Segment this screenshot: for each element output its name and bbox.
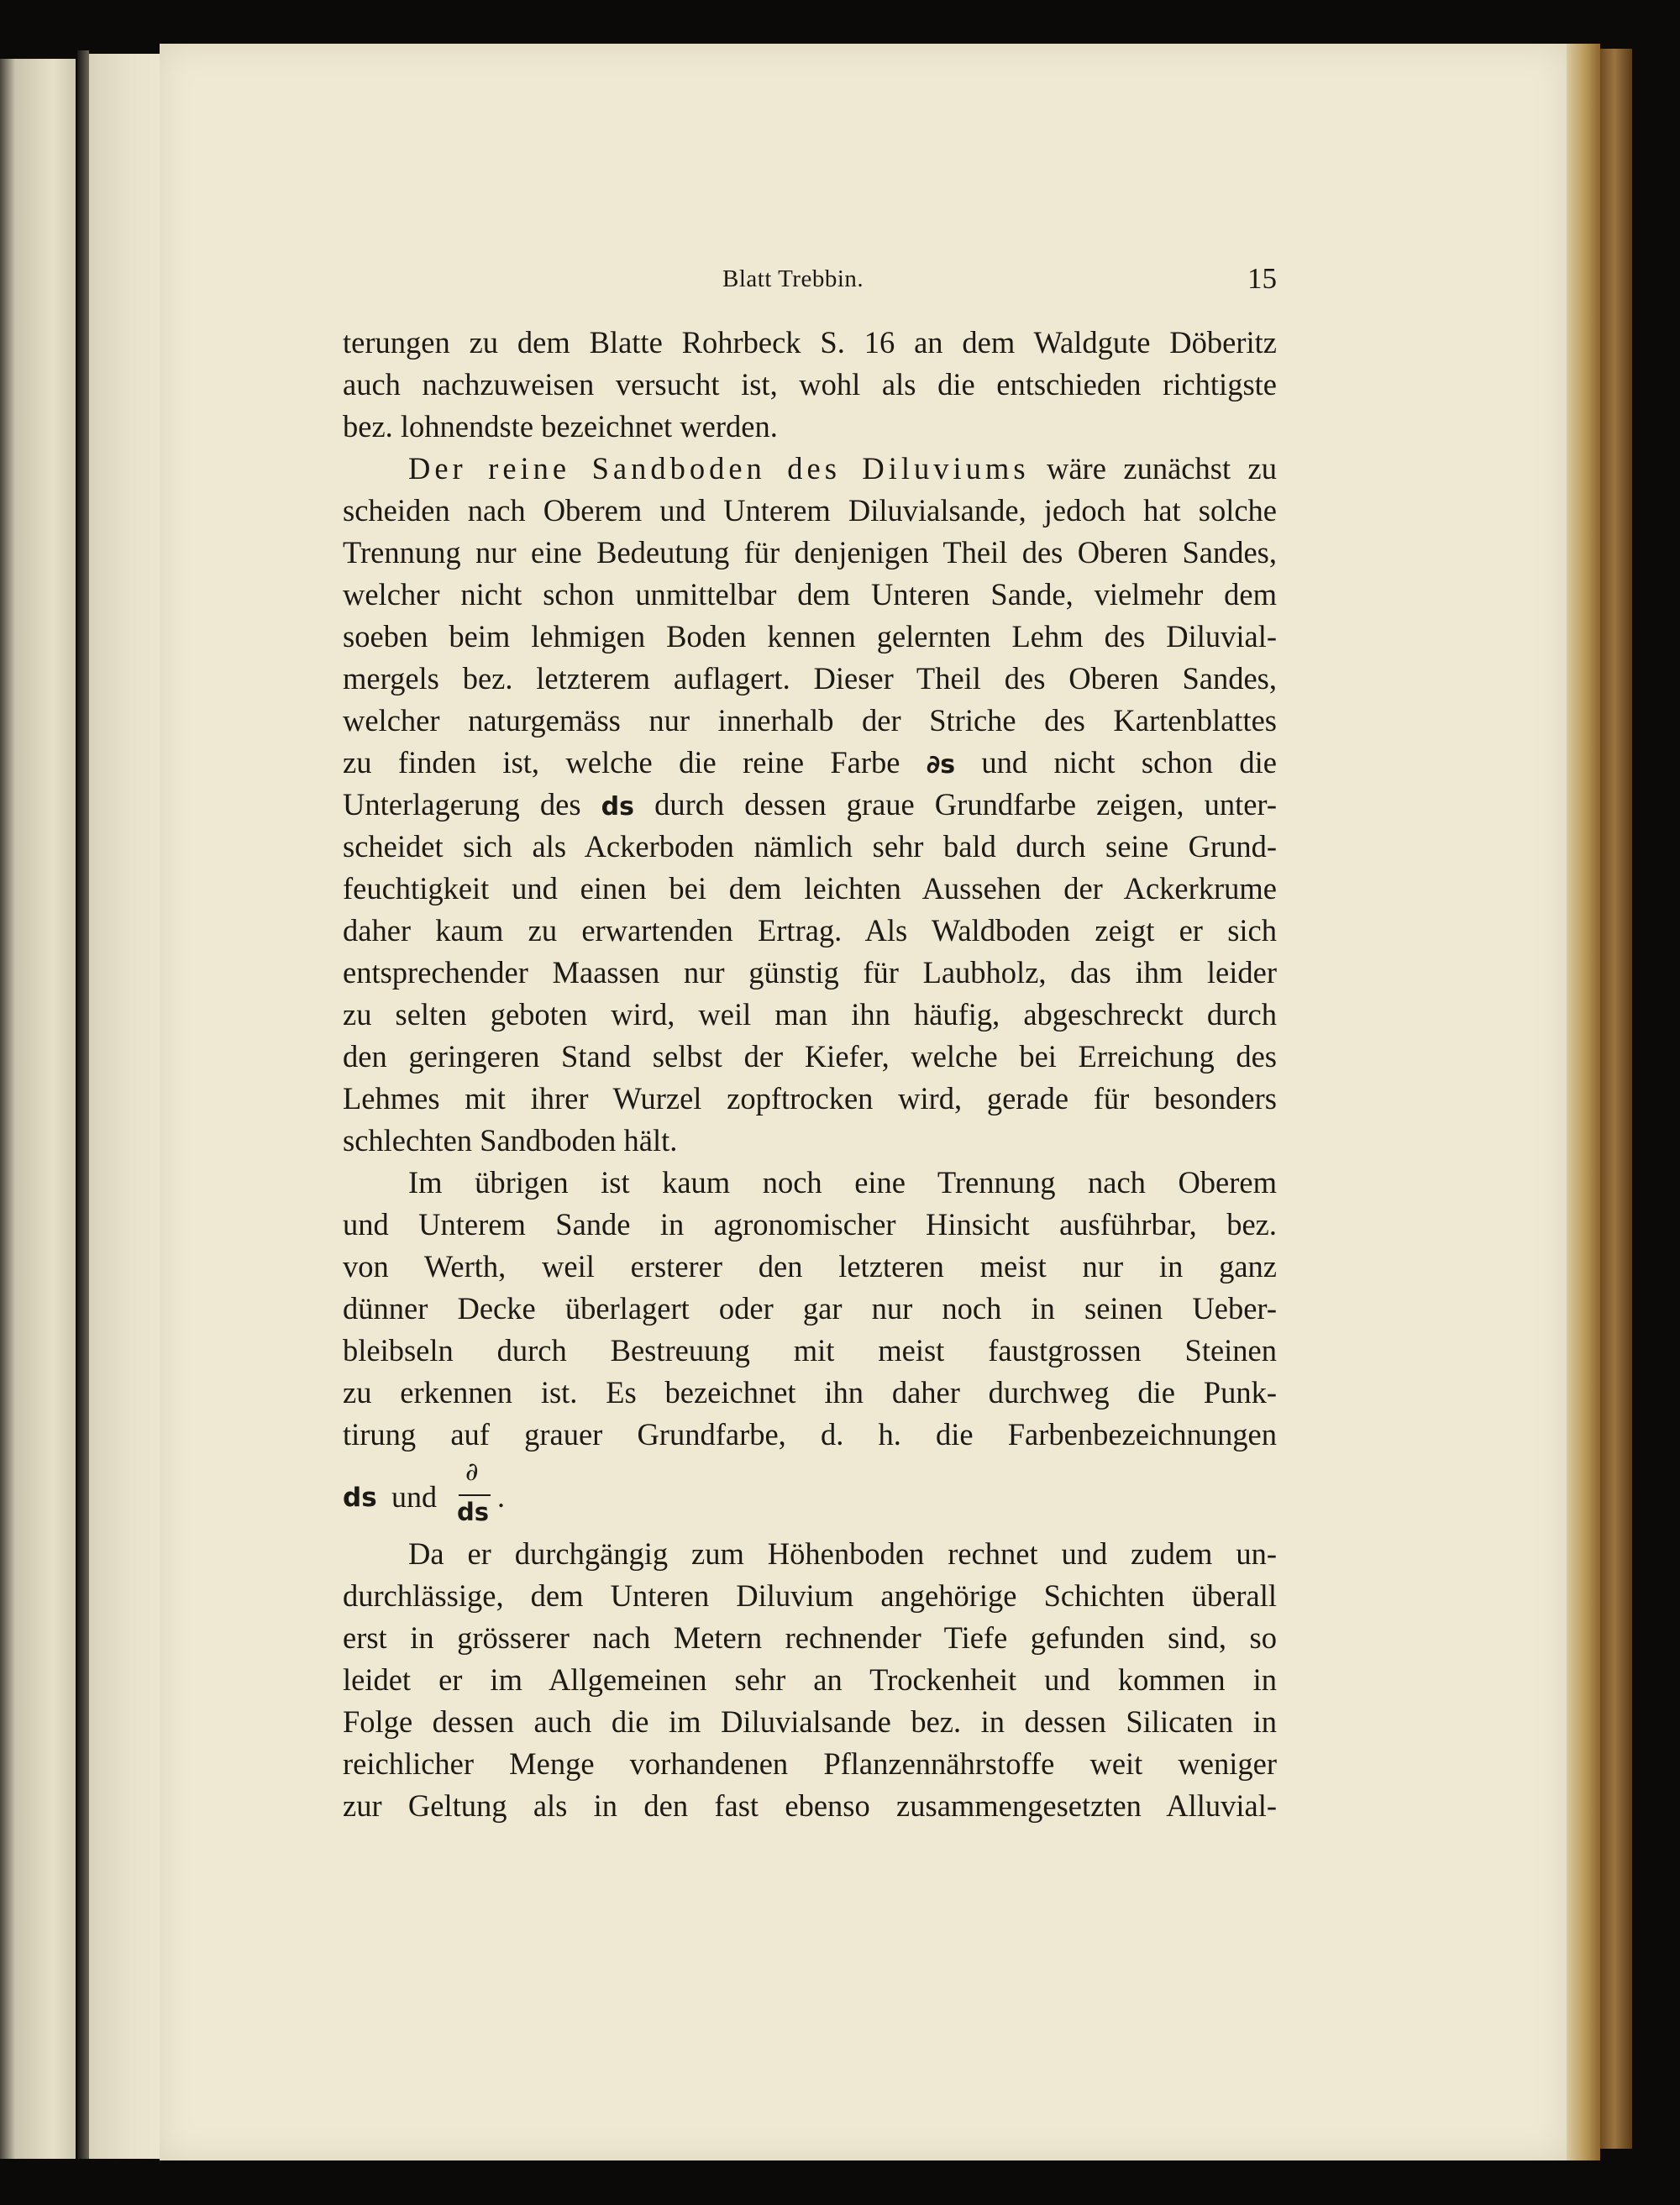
text-line: terungen zu dem Blatte Rohrbeck S. 16 an dem Waldgute Döberitz xyxy=(343,325,1277,360)
text-line: bleibseln durch Bestreuung mit meist faustgrossen Steinen xyxy=(343,1333,1277,1368)
book-cover-edge xyxy=(1600,49,1632,2149)
text-run: wäre zunächst zu xyxy=(1029,451,1277,486)
text-line: welcher nicht schon unmittelbar dem Unteren Sande, vielmehr dem xyxy=(343,577,1277,612)
text-line: den geringeren Stand selbst der Kiefer, welche bei Erreichung des xyxy=(343,1039,1277,1074)
text-line xyxy=(343,784,1277,826)
text-line xyxy=(343,742,1277,784)
fraction-bar xyxy=(459,1494,491,1496)
color-notation-formula xyxy=(343,1457,679,1533)
adjacent-page-edge xyxy=(0,59,76,2159)
text-run: Unterlagerung des xyxy=(343,787,581,822)
spaced-emphasis: Der reine Sandboden des Diluviums xyxy=(408,451,1030,486)
fraction-numerator: ∂ xyxy=(465,1457,479,1487)
text-run: zu finden ist, welche die reine Farbe xyxy=(343,745,900,780)
text-line: Trennung nur eine Bedeutung für denjenigen Theil des Oberen Sandes, xyxy=(343,535,1277,570)
text-line: Da er durchgängig zum Höhenboden rechnet und zudem un- xyxy=(408,1536,1277,1571)
text-line: scheidet sich als Ackerboden nämlich sehr bald durch seine Grund- xyxy=(343,829,1277,864)
text-line: von Werth, weil ersterer den letzteren meist nur in ganz xyxy=(343,1249,1277,1284)
text-line: leidet er im Allgemeinen sehr an Trockenheit und kommen in xyxy=(343,1662,1277,1697)
text-line: durchlässige, dem Unteren Diluvium angehörige Schichten überall xyxy=(343,1578,1277,1613)
map-symbol-pure-sand: ∂s xyxy=(926,750,956,780)
text-line: erst in grösserer nach Metern rechnender Tiefe gefunden sind, so xyxy=(343,1620,1277,1655)
formula-fraction xyxy=(457,1457,494,1533)
text-line: daher kaum zu erwartenden Ertrag. Als Waldboden zeigt er sich xyxy=(343,913,1277,948)
text-line: tirung auf grauer Grundfarbe, d. h. die Farbenbezeichnungen xyxy=(343,1417,1277,1452)
formula-ds-symbol: ds xyxy=(343,1483,377,1513)
text-line: soeben beim lehmigen Boden kennen gelernten Lehm des Diluvial- xyxy=(343,619,1277,654)
page-fold-shadow xyxy=(77,50,89,2159)
text-line: Im übrigen ist kaum noch eine Trennung nach Oberem xyxy=(408,1165,1277,1200)
fraction-denominator: ds xyxy=(457,1498,490,1526)
text-line xyxy=(343,448,1277,490)
text-run: durch dessen graue Grundfarbe zeigen, unter- xyxy=(633,787,1277,822)
text-line: mergels bez. letzterem auflagert. Dieser Theil des Oberen Sandes, xyxy=(343,661,1277,696)
formula-period: . xyxy=(497,1480,505,1514)
running-title: Blatt Trebbin. xyxy=(722,265,864,292)
page-number: 15 xyxy=(1247,262,1277,295)
text-line: Lehmes mit ihrer Wurzel zopftrocken wird, gerade für besonders xyxy=(343,1081,1277,1116)
book-gutter xyxy=(89,54,160,2159)
text-line: zu selten geboten wird, weil man ihn häufig, abgeschreckt durch xyxy=(343,997,1277,1032)
text-line: dünner Decke überlagert oder gar nur noch in seinen Ueber- xyxy=(343,1291,1277,1326)
text-line: auch nachzuweisen versucht ist, wohl als die entschieden richtigste xyxy=(343,367,1277,402)
text-run: und nicht schon die xyxy=(955,745,1278,780)
text-line: scheiden nach Oberem und Unterem Diluvialsande, jedoch hat solche xyxy=(343,493,1277,528)
text-line: feuchtigkeit und einen bei dem leichten Aussehen der Ackerkrume xyxy=(343,871,1277,906)
text-line: zu erkennen ist. Es bezeichnet ihn daher durchweg die Punk- xyxy=(343,1375,1277,1410)
text-line: Folge dessen auch die im Diluvialsande bez. in dessen Silicaten in xyxy=(343,1704,1277,1739)
text-line: und Unterem Sande in agronomischer Hinsicht ausführbar, bez. xyxy=(343,1207,1277,1242)
text-line: entsprechender Maassen nur günstig für Laubholz, das ihm leider xyxy=(343,955,1277,990)
text-line: zur Geltung als in den fast ebenso zusammengesetzten Alluvial- xyxy=(343,1788,1277,1823)
text-line: reichlicher Menge vorhandenen Pflanzennährstoffe weit weniger xyxy=(343,1746,1277,1781)
map-symbol-ds: ds xyxy=(601,792,634,822)
page-stack-edge xyxy=(1567,44,1600,2160)
text-line: schlechten Sandboden hält. xyxy=(343,1123,678,1158)
formula-connector: und xyxy=(391,1480,437,1514)
running-header xyxy=(343,262,1277,304)
text-line: bez. lohnendste bezeichnet werden. xyxy=(343,409,778,444)
text-line: welcher naturgemäss nur innerhalb der Striche des Kartenblattes xyxy=(343,703,1277,738)
